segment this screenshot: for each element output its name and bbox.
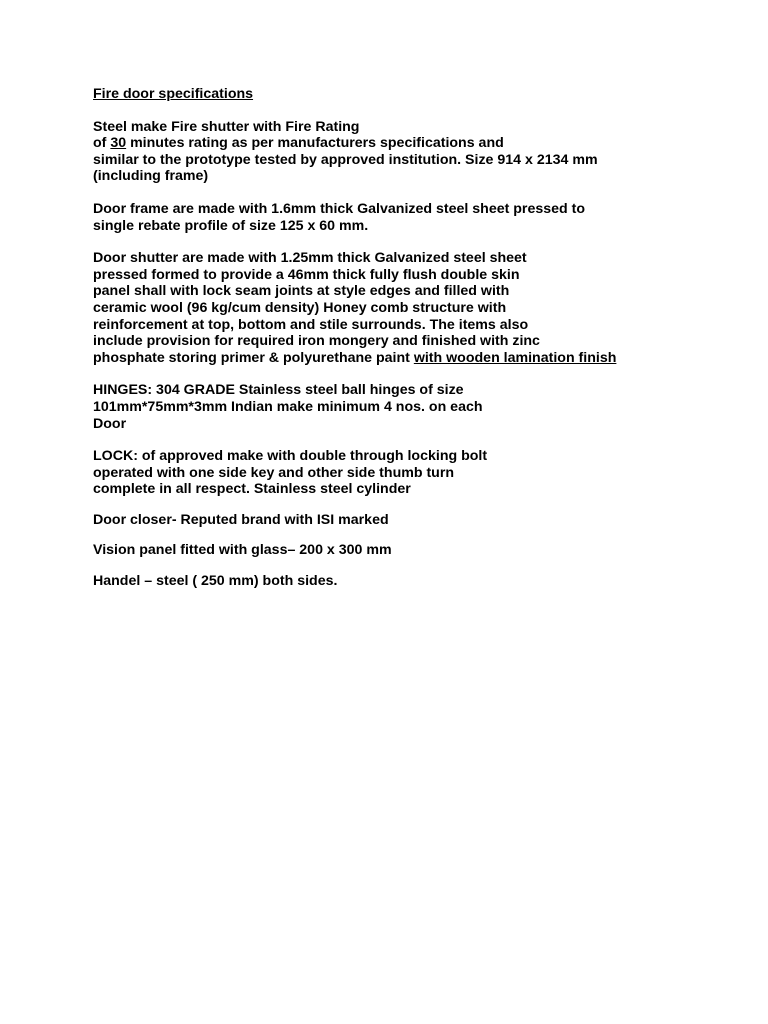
text-line: reinforcement at top, bottom and stile surrounds. The items also (93, 316, 529, 333)
paragraph-handle (93, 573, 753, 590)
text-fragment: minutes rating as per manufacturers specifications and (126, 135, 504, 152)
document-body (93, 86, 753, 590)
paragraph-hinges (93, 382, 753, 432)
text-line: HINGES: 304 GRADE Stainless steel ball hinges of size (93, 382, 464, 399)
document-title: Fire door specifications (93, 86, 254, 102)
paragraph-vision-panel (93, 542, 753, 559)
paragraph-fire-rating (93, 119, 753, 185)
paragraph-door-frame (93, 201, 753, 234)
text-line: (including frame) (93, 168, 209, 185)
text-line: Door closer- Reputed brand with ISI marked (93, 511, 389, 528)
text-line: single rebate profile of size 125 x 60 mm. (93, 217, 369, 234)
text-line: Handel – steel ( 250 mm) both sides. (93, 573, 338, 590)
text-fragment: of (93, 135, 111, 152)
text-line: panel shall with lock seam joints at style edges and filled with (93, 283, 510, 300)
text-line (93, 135, 753, 152)
text-line: include provision for required iron mongery and finished with zinc (93, 333, 540, 350)
text-line: similar to the prototype tested by approved institution. Size 914 x 2134 mm (93, 151, 598, 168)
text-line: Steel make Fire shutter with Fire Rating (93, 118, 360, 135)
text-line: 101mm*75mm*3mm Indian make minimum 4 nos. on each (93, 398, 483, 415)
text-line: complete in all respect. Stainless steel cylinder (93, 481, 411, 498)
text-line: ceramic wool (96 kg/cum density) Honey comb structure with (93, 299, 507, 316)
text-line: Door frame are made with 1.6mm thick Galvanized steel sheet pressed to (93, 200, 586, 217)
text-line: Vision panel fitted with glass– 200 x 300 mm (93, 542, 392, 559)
text-line: pressed formed to provide a 46mm thick fully flush double skin (93, 266, 520, 283)
paragraph-lock (93, 448, 753, 498)
text-line: LOCK: of approved make with double through locking bolt (93, 448, 488, 465)
text-line: Door (93, 415, 127, 432)
lamination-finish-text: with wooden lamination finish (413, 349, 617, 366)
text-line: Door shutter are made with 1.25mm thick Galvanized steel sheet (93, 250, 527, 267)
paragraph-door-closer (93, 512, 753, 529)
text-line (93, 350, 753, 367)
text-line: operated with one side key and other side thumb turn (93, 464, 455, 481)
rating-minutes: 30 (110, 135, 127, 152)
paragraph-door-shutter (93, 250, 753, 366)
text-fragment: phosphate storing primer & polyurethane paint (93, 349, 414, 366)
